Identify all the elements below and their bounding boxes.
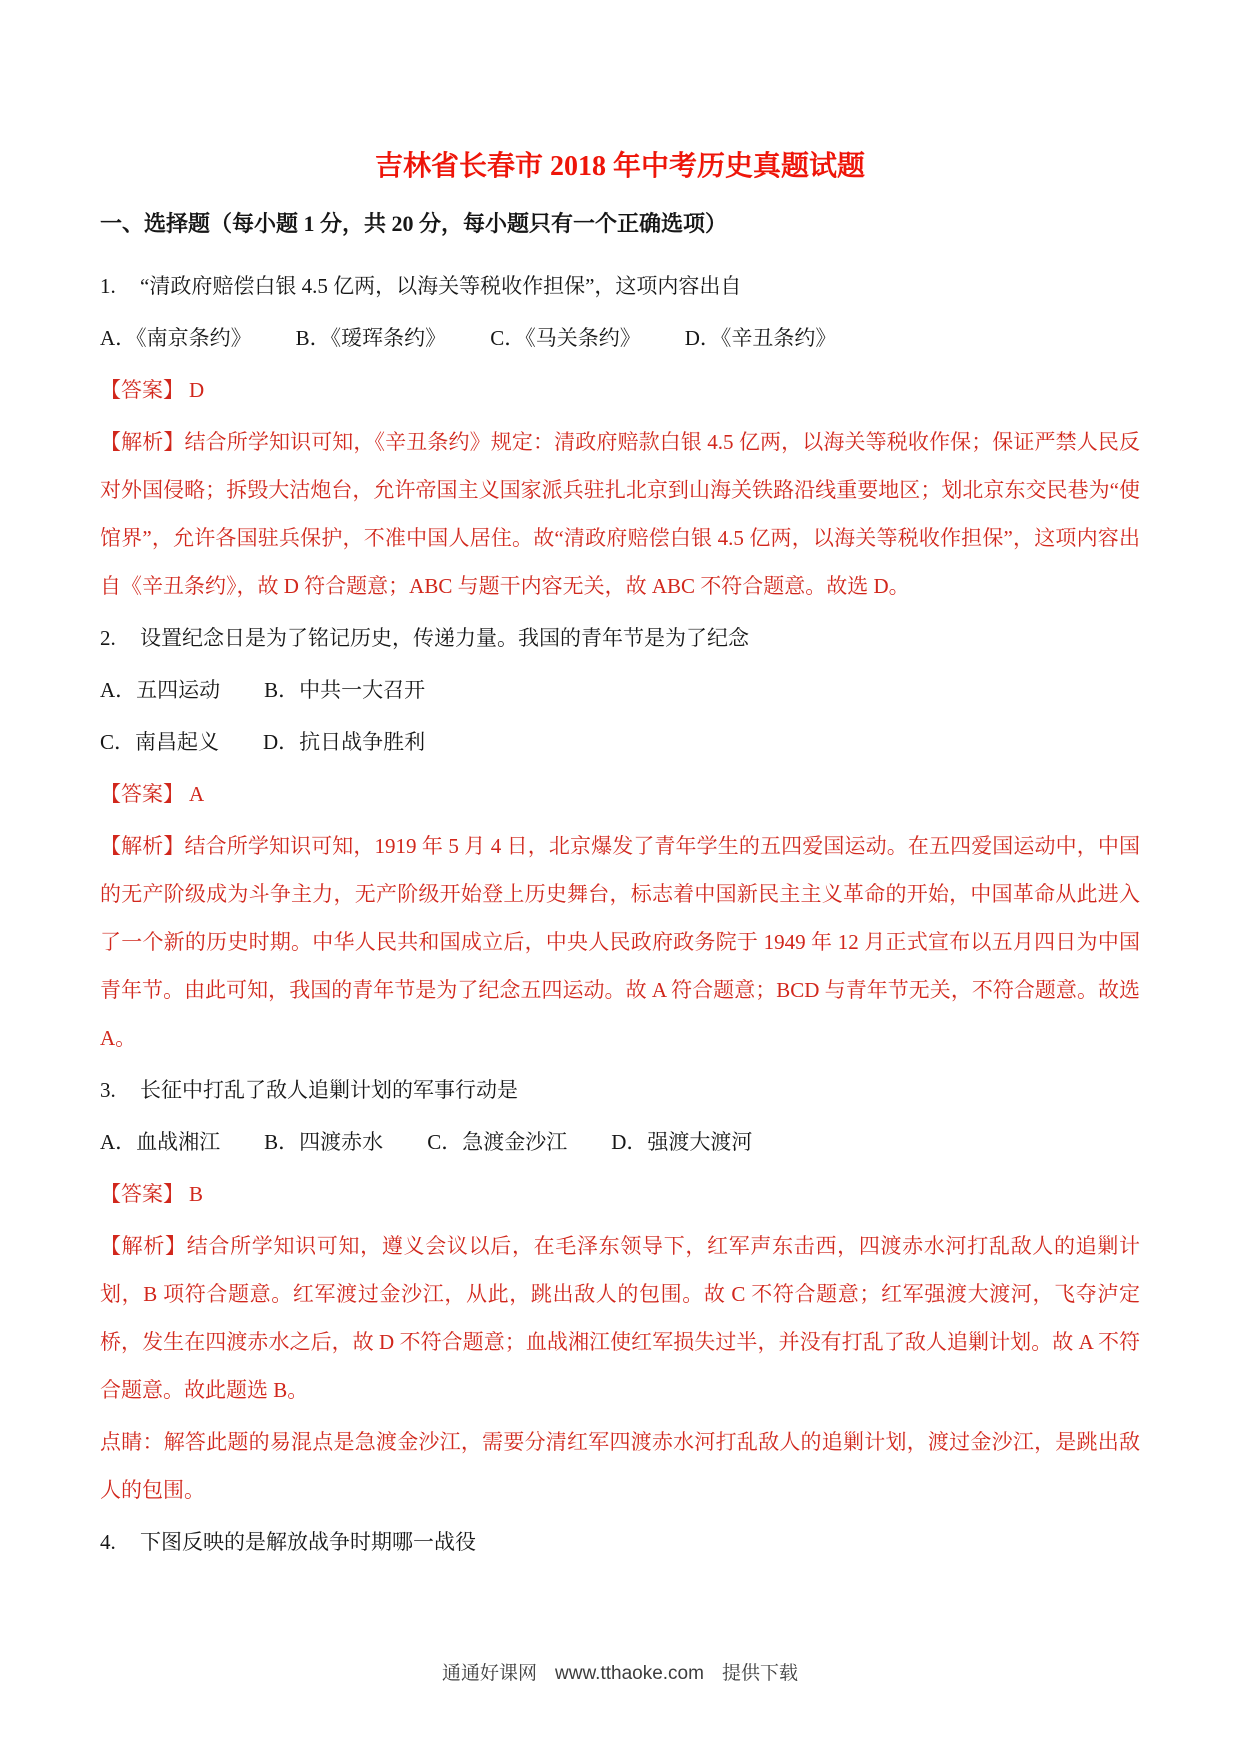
answer-label: 【答案】	[100, 1182, 184, 1206]
option-b: B．四渡赤水	[264, 1130, 384, 1154]
analysis-text: 结合所学知识可知，1919 年 5 月 4 日，北京爆发了青年学生的五四爱国运动。在五四爱国运动中，中国的无产阶级成为斗争主力，无产阶级开始登上历史舞台，标志着中国新民主主义革命的开始，中国革命从此进入了一个新的历史时期。中华人民共和国成立后，中央人民政府政务院于 1949 年 12 月正式宣布以五月四日为中国青年节。由此可知，我国的青年节是为了纪念五四运动。故 A 符合题意；BCD 与青年节无关，不符合题意。故选 A。	[100, 834, 1141, 1050]
question-block-3	[100, 1066, 1140, 1514]
option-a: A．《南京条约》	[100, 326, 252, 350]
question-number: 2.	[100, 626, 116, 650]
question-stem	[100, 262, 1140, 310]
question-stem	[100, 1066, 1140, 1114]
question-block-4	[100, 1518, 1140, 1566]
option-row	[100, 718, 1140, 766]
option-a: A．五四运动	[100, 678, 221, 702]
option-c: C．《马关条约》	[490, 326, 641, 350]
footer-site-name: 通通好课网	[442, 1663, 538, 1684]
answer-label: 【答案】	[100, 378, 184, 402]
option-c: C．急渡金沙江	[427, 1130, 568, 1154]
option-row	[100, 314, 1140, 362]
option-d: D．《辛丑条约》	[684, 326, 837, 350]
answer-value: A	[189, 782, 205, 806]
question-stem	[100, 614, 1140, 662]
option-row	[100, 1118, 1140, 1166]
tip-paragraph	[100, 1418, 1140, 1514]
option-b: B．《瑷珲条约》	[295, 326, 447, 350]
question-block-1	[100, 262, 1140, 610]
question-stem-text: 长征中打乱了敌人追剿计划的军事行动是	[140, 1078, 518, 1102]
analysis-paragraph	[100, 822, 1140, 1062]
option-d: D．抗日战争胜利	[263, 730, 426, 754]
question-stem-text: “清政府赔偿白银 4.5 亿两，以海关等税收作担保”，这项内容出自	[140, 274, 742, 298]
option-d: D．强渡大渡河	[611, 1130, 753, 1154]
footer-url: www.tthaoke.com	[555, 1663, 704, 1684]
page-footer	[0, 1660, 1240, 1688]
analysis-label: 【解析】	[100, 834, 185, 858]
section-header: 一、选择题（每小题 1 分，共 20 分，每小题只有一个正确选项）	[100, 211, 728, 236]
answer-value: B	[189, 1182, 204, 1206]
answer-label: 【答案】	[100, 782, 184, 806]
analysis-text: 结合所学知识可知，遵义会议以后，在毛泽东领导下，红军声东击西，四渡赤水河打乱敌人的追剿计划，B 项符合题意。红军渡过金沙江，从此，跳出敌人的包围。故 C 不符合题意；红军强渡大渡河，飞夺泸定桥，发生在四渡赤水之后，故 D 不符合题意；血战湘江使红军损失过半，并没有打乱了敌人追剿计划。故 A 不符合题意。故此题选 B。	[100, 1234, 1141, 1402]
option-c: C．南昌起义	[100, 730, 220, 754]
analysis-label: 【解析】	[100, 1234, 187, 1258]
question-stem-text: 设置纪念日是为了铭记历史，传递力量。我国的青年节是为了纪念	[140, 626, 749, 650]
page-title: 吉林省长春市 2018 年中考历史真题试题	[374, 151, 865, 182]
analysis-label: 【解析】	[100, 430, 185, 454]
analysis-paragraph	[100, 1222, 1140, 1414]
question-block-2	[100, 614, 1140, 1062]
answer-value: D	[189, 378, 205, 402]
tip-label: 点睛：	[100, 1430, 164, 1454]
question-number: 3.	[100, 1078, 116, 1102]
question-number: 1.	[100, 274, 116, 298]
option-row	[100, 666, 1140, 714]
answer-line	[100, 770, 1140, 818]
question-stem	[100, 1518, 1140, 1566]
question-number: 4.	[100, 1530, 116, 1554]
footer-download-note: 提供下载	[721, 1663, 798, 1684]
answer-line	[100, 1170, 1140, 1218]
option-a: A．血战湘江	[100, 1130, 221, 1154]
analysis-text: 结合所学知识可知，《辛丑条约》规定：清政府赔款白银 4.5 亿两，以海关等税收作保；保证严禁人民反对外国侵略；拆毁大沽炮台，允许帝国主义国家派兵驻扎北京到山海关铁路沿线重要地区；划北京东交民巷为“使馆界”，允许各国驻兵保护，不准中国人居住。故“清政府赔偿白银 4.5 亿两，以海关等税收作担保”，这项内容出自《辛丑条约》，故 D 符合题意；ABC 与题干内容无关，故 ABC 不符合题意。故选 D。	[100, 430, 1141, 598]
analysis-paragraph	[100, 418, 1140, 610]
option-b: B．中共一大召开	[264, 678, 426, 702]
question-stem-text: 下图反映的是解放战争时期哪一战役	[140, 1530, 476, 1554]
answer-line	[100, 366, 1140, 414]
tip-text: 解答此题的易混点是急渡金沙江，需要分清红军四渡赤水河打乱敌人的追剿计划，渡过金沙江，是跳出敌人的包围。	[100, 1430, 1140, 1502]
